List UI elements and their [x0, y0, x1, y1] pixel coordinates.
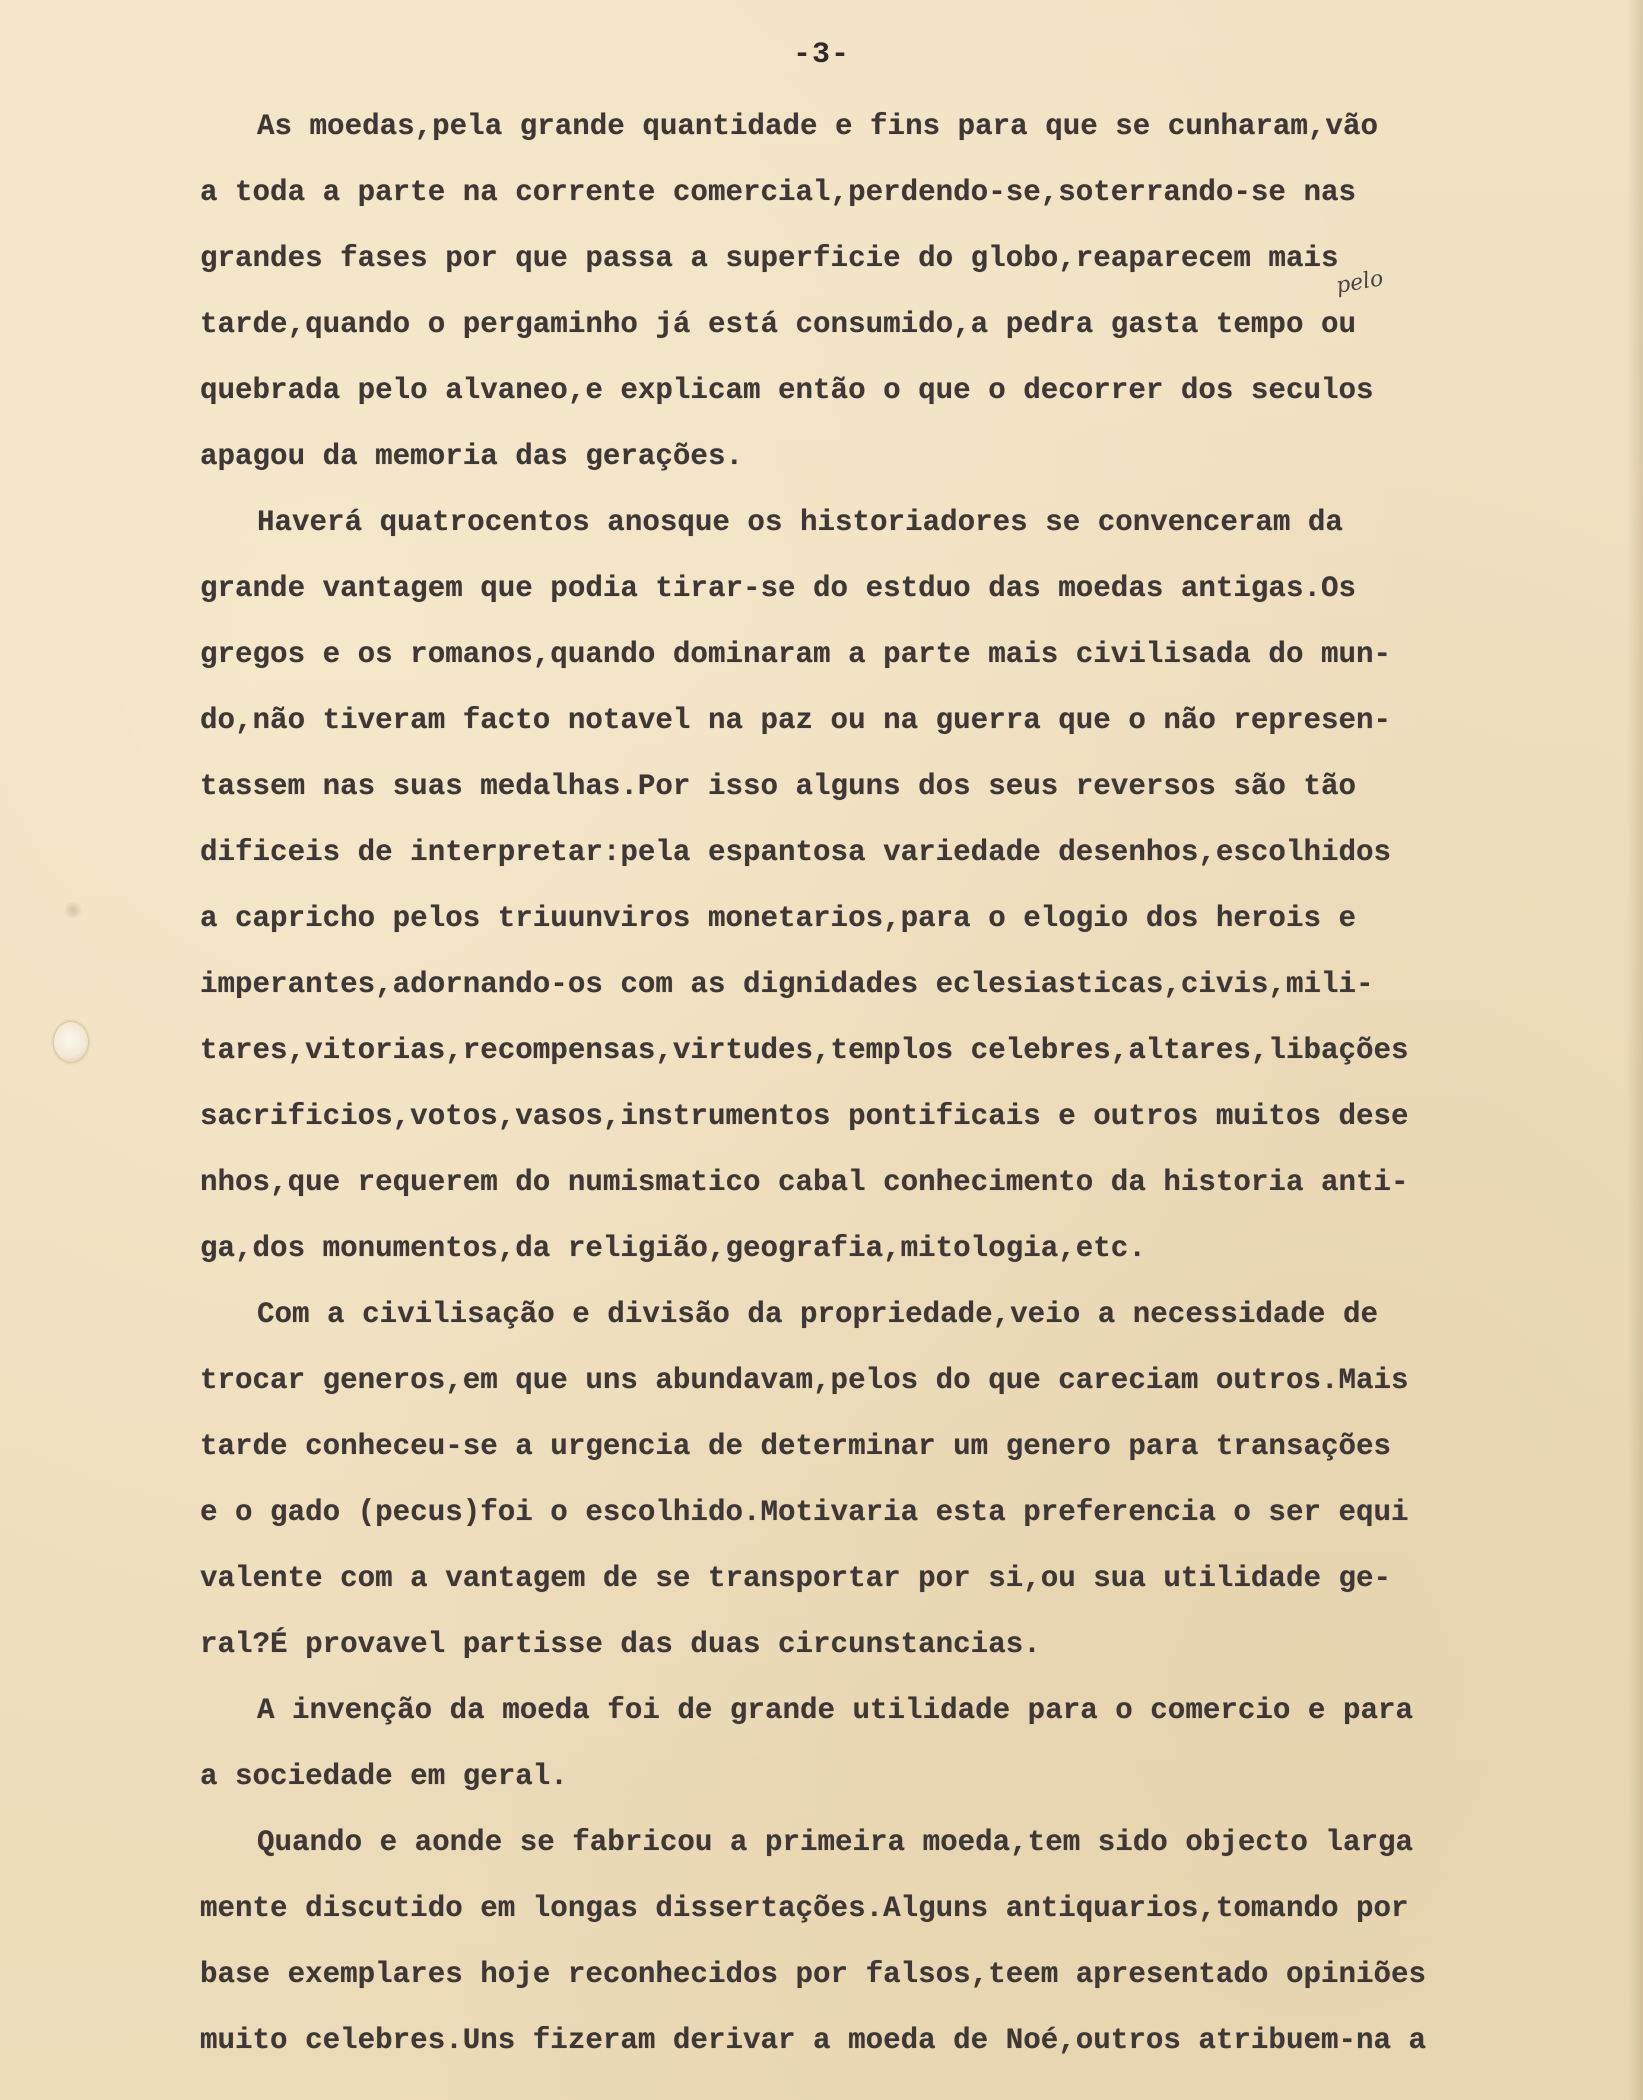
text-line: muito celebres.Uns fizeram derivar a moeda de Noé,outros atribuem-na a: [200, 2024, 1427, 2057]
text-line: do,não tiveram facto notavel na paz ou na guerra que o não represen-: [200, 704, 1392, 737]
text-line: tares,vitorias,recompensas,virtudes,templos celebres,altares,libações: [200, 1034, 1409, 1067]
handwritten-annotation: pelo: [1334, 266, 1386, 299]
body-text: [200, 94, 1610, 2074]
text-line: grande vantagem que podia tirar-se do estduo das moedas antigas.Os: [200, 572, 1357, 605]
text-line: tassem nas suas medalhas.Por isso alguns dos seus reversos são tão: [200, 770, 1357, 803]
punch-hole: [54, 1022, 88, 1062]
text-line: a capricho pelos triuunviros monetarios,para o elogio dos herois e: [200, 902, 1357, 935]
text-line: tarde,quando o pergaminho já está consumido,a pedra gasta tempo ou: [200, 308, 1357, 341]
text-line: imperantes,adornando-os com as dignidades eclesiasticas,civis,mili-: [200, 968, 1374, 1001]
text-line: grandes fases por que passa a superficie do globo,reaparecem mais: [200, 242, 1339, 275]
text-line: As moedas,pela grande quantidade e fins para que se cunharam,vão: [257, 110, 1378, 143]
page-number: -3-: [792, 38, 850, 72]
text-line: sacrificios,votos,vasos,instrumentos pontificais e outros muitos dese: [200, 1100, 1409, 1133]
text-line: tarde conheceu-se a urgencia de determinar um genero para transações: [200, 1430, 1392, 1463]
text-line: ral?É provavel partisse das duas circunstancias.: [200, 1628, 1041, 1661]
text-line: a toda a parte na corrente comercial,perdendo-se,soterrando-se nas: [200, 176, 1357, 209]
paper-edge-shadow: [1627, 0, 1643, 2100]
text-line: trocar generos,em que uns abundavam,pelos do que careciam outros.Mais: [200, 1364, 1409, 1397]
text-line: valente com a vantagem de se transportar por si,ou sua utilidade ge-: [200, 1562, 1392, 1595]
text-line: nhos,que requerem do numismatico cabal conhecimento da historia anti-: [200, 1166, 1409, 1199]
text-line: e o gado (pecus)foi o escolhido.Motivaria esta preferencia o ser equi: [200, 1496, 1409, 1529]
text-line: gregos e os romanos,quando dominaram a parte mais civilisada do mun-: [200, 638, 1392, 671]
text-line: base exemplares hoje reconhecidos por falsos,teem apresentado opiniões: [200, 1958, 1427, 1991]
text-line: apagou da memoria das gerações.: [200, 440, 743, 473]
text-line: Com a civilisação e divisão da propriedade,veio a necessidade de: [257, 1298, 1378, 1331]
paper-stain: [62, 902, 84, 918]
text-line: quebrada pelo alvaneo,e explicam então o que o decorrer dos seculos: [200, 374, 1374, 407]
text-line: A invenção da moeda foi de grande utilidade para o comercio e para: [257, 1694, 1414, 1727]
text-line: Haverá quatrocentos anosque os historiadores se convenceram da: [257, 506, 1343, 539]
text-line: dificeis de interpretar:pela espantosa variedade desenhos,escolhidos: [200, 836, 1392, 869]
text-line: Quando e aonde se fabricou a primeira moeda,tem sido objecto larga: [257, 1826, 1414, 1859]
text-line: a sociedade em geral.: [200, 1760, 568, 1793]
text-line: ga,dos monumentos,da religião,geografia,mitologia,etc.: [200, 1232, 1146, 1265]
text-line: mente discutido em longas dissertações.Alguns antiquarios,tomando por: [200, 1892, 1409, 1925]
